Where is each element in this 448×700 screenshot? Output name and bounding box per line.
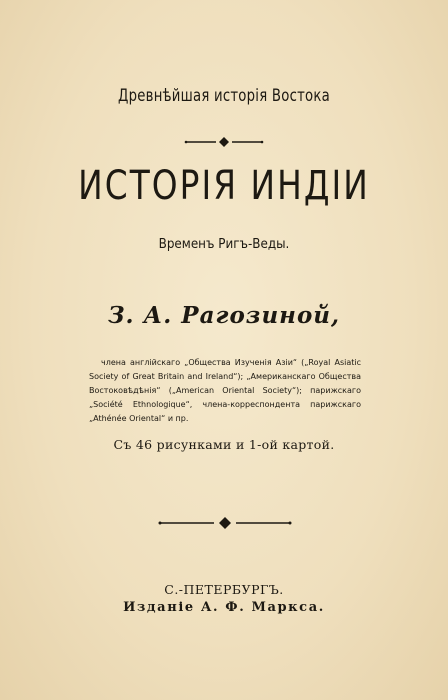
author-credentials: члена англійскаго „Общества Изученія Азіи“ („Royal Asiatic Society of Great Britain and Ireland“); „Американскаго Общества Востоковѣдѣнія“ („American Oriental Society“); парижскаго „Société Ethnologique“, члена-корреспондента парижскаго „Athénée Oriental“ и пр.	[89, 358, 361, 423]
publisher: Изданіе А. Ф. Маркса.	[123, 600, 325, 615]
subtitle: Временъ Ригъ-Веды.	[158, 237, 290, 252]
small-ornament-divider	[184, 136, 264, 148]
large-ornament-divider	[158, 516, 292, 530]
series-title: Древнѣйшая исторія Востока	[118, 86, 330, 106]
illustrations-note: Съ 46 рисунками и 1-ой картой.	[113, 437, 335, 452]
main-title: ИСТОРІЯ ИНДІИ	[78, 163, 370, 209]
publication-city: С.-ПЕТЕРБУРГЪ.	[164, 582, 284, 597]
author-name: З. А. Рагозиной,	[107, 302, 341, 329]
